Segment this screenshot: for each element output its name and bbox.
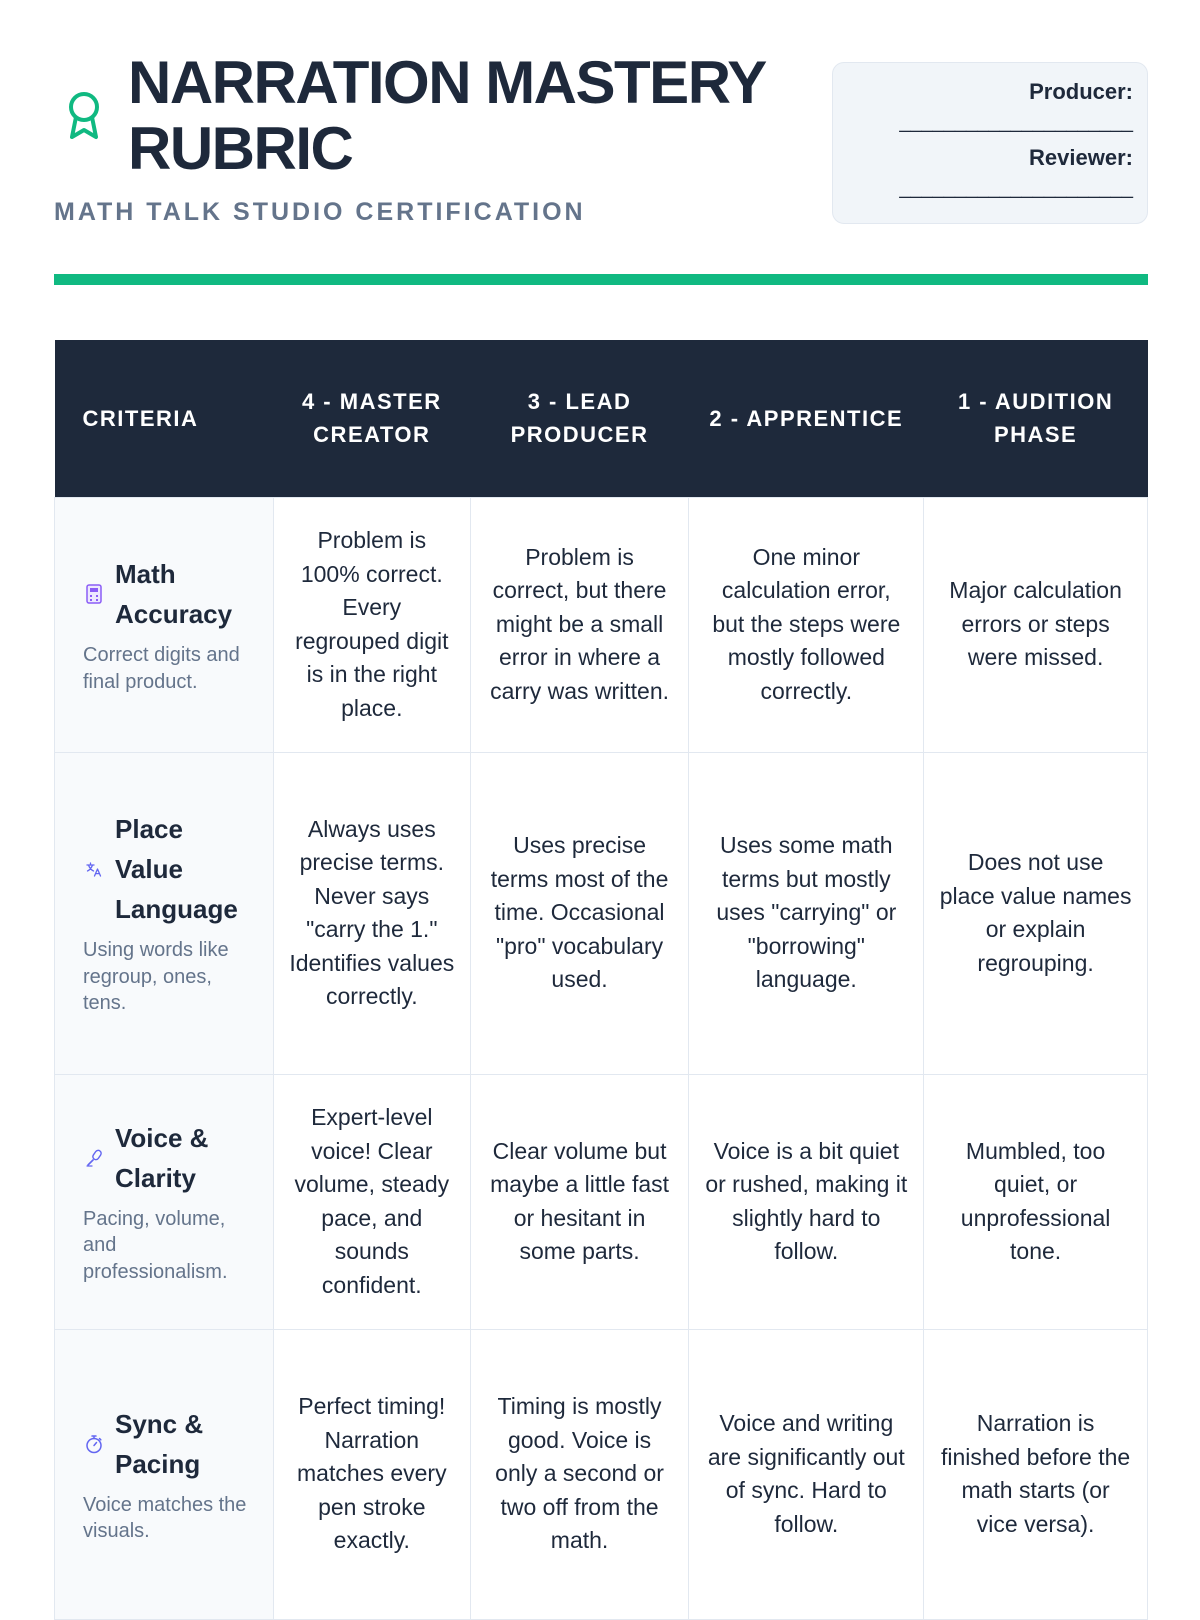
criteria-description: Pacing, volume, and professionalism. xyxy=(83,1207,228,1283)
criteria-description: Voice matches the visuals. xyxy=(83,1493,247,1542)
rubric-cell: Mumbled, too quiet, or unprofessional tone. xyxy=(924,1074,1148,1329)
criteria-title: Voice & Clarity xyxy=(115,1122,209,1193)
calculator-icon xyxy=(83,584,105,604)
rubric-cell: Problem is correct, but there might be a small error in where a carry was written. xyxy=(470,497,689,752)
criteria-cell xyxy=(55,1329,274,1619)
translate-icon xyxy=(83,861,105,877)
award-ribbon-icon xyxy=(56,68,112,164)
column-header-level-1: 1 - AUDITION PHASE xyxy=(924,340,1148,497)
rubric-cell: Uses precise terms most of the time. Occasional "pro" vocabulary used. xyxy=(470,752,689,1074)
table-row xyxy=(55,752,1148,1074)
criteria-description: Using words like regroup, ones, tens. xyxy=(83,939,229,1015)
page-title: NARRATION MASTERY RUBRIC xyxy=(128,49,765,182)
column-header-level-3: 3 - LEAD PRODUCER xyxy=(470,340,689,497)
header-divider xyxy=(54,274,1148,285)
rubric-cell: Expert-level voice! Clear volume, steady pace, and sounds confident. xyxy=(273,1074,470,1329)
table-row xyxy=(55,1329,1148,1619)
stopwatch-icon xyxy=(83,1434,105,1454)
rubric-cell: Does not use place value names or explain regrouping. xyxy=(924,752,1148,1074)
column-header-level-4: 4 - MASTER CREATOR xyxy=(273,340,470,497)
rubric-cell: Voice and writing are significantly out of sync. Hard to follow. xyxy=(689,1329,924,1619)
header xyxy=(54,50,1148,250)
rubric-cell: Narration is finished before the math starts (or vice versa). xyxy=(924,1329,1148,1619)
rubric-cell: Timing is mostly good. Voice is only a second or two off from the math. xyxy=(470,1329,689,1619)
criteria-cell xyxy=(55,1074,274,1329)
rubric-cell: Uses some math terms but mostly uses "carrying" or "borrowing" language. xyxy=(689,752,924,1074)
producer-signature-line: _____________________ xyxy=(899,111,1133,133)
criteria-description: Correct digits and final product. xyxy=(83,644,240,693)
rubric-table xyxy=(54,340,1148,1620)
signature-box xyxy=(832,62,1148,224)
table-row xyxy=(55,497,1148,752)
table-row xyxy=(55,1074,1148,1329)
rubric-cell: Problem is 100% correct. Every regrouped digit is in the right place. xyxy=(273,497,470,752)
reviewer-label: Reviewer: xyxy=(1029,145,1133,170)
rubric-cell: Voice is a bit quiet or rushed, making it slightly hard to follow. xyxy=(689,1074,924,1329)
column-header-criteria: CRITERIA xyxy=(55,340,274,497)
criteria-title: Sync & Pacing xyxy=(115,1408,204,1479)
criteria-title: Math Accuracy xyxy=(115,559,233,629)
rubric-cell: Clear volume but maybe a little fast or hesitant in some parts. xyxy=(470,1074,689,1329)
rubric-cell: Major calculation errors or steps were missed. xyxy=(924,497,1148,752)
microphone-icon xyxy=(83,1149,105,1167)
column-header-level-2: 2 - APPRENTICE xyxy=(689,340,924,497)
rubric-cell: Always uses precise terms. Never says "carry the 1." Identifies values correctly. xyxy=(273,752,470,1074)
criteria-cell xyxy=(55,497,274,752)
producer-label: Producer: xyxy=(1029,79,1133,104)
page-subtitle: MATH TALK STUDIO CERTIFICATION xyxy=(54,198,586,226)
criteria-title: Place Value Language xyxy=(115,814,238,925)
reviewer-signature-line: _____________________ xyxy=(899,177,1133,199)
criteria-cell xyxy=(55,752,274,1074)
rubric-cell: Perfect timing! Narration matches every pen stroke exactly. xyxy=(273,1329,470,1619)
rubric-cell: One minor calculation error, but the steps were mostly followed correctly. xyxy=(689,497,924,752)
title-row xyxy=(54,50,808,182)
table-header-row xyxy=(55,340,1148,497)
